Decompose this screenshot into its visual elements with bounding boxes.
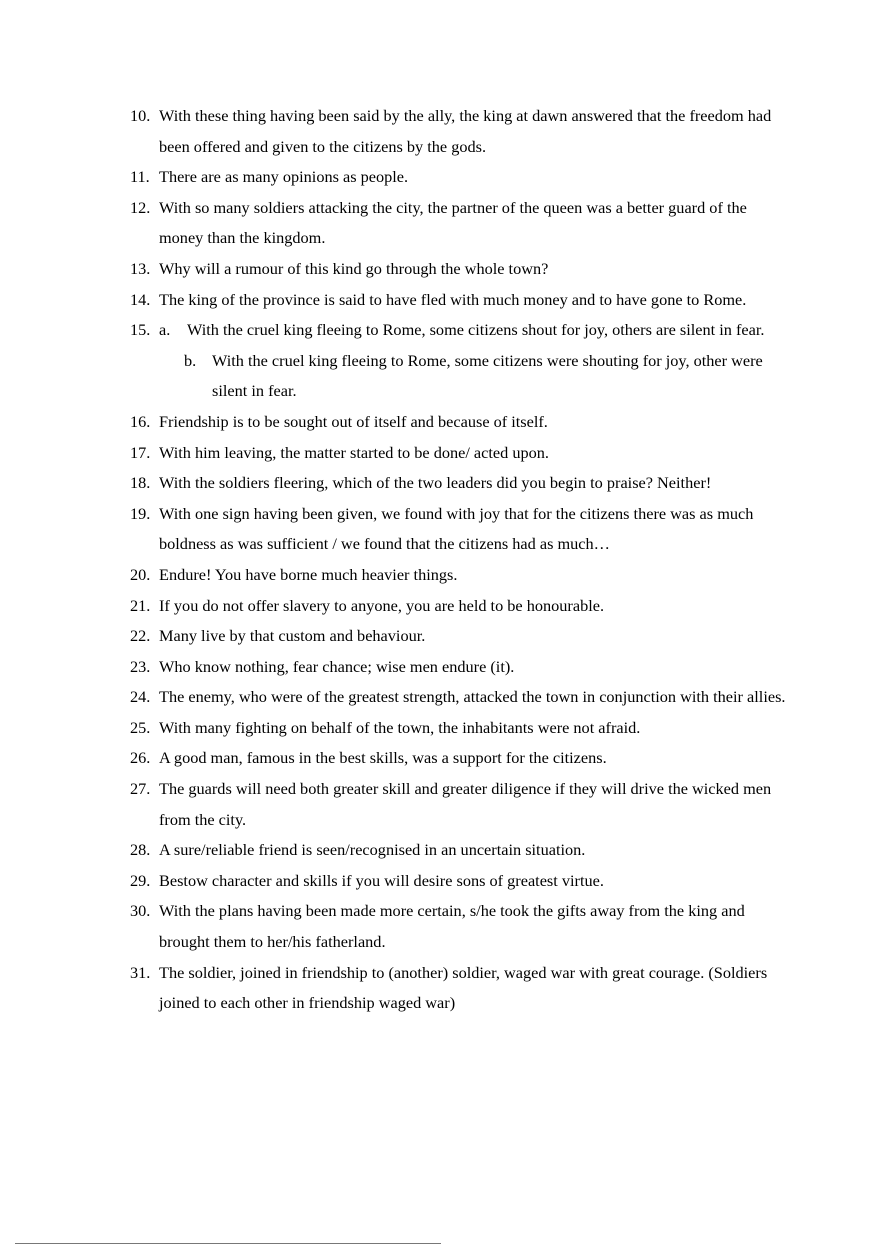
item-text: The king of the province is said to have fled with much money and to have gone to Rome.	[159, 289, 747, 309]
list-item-18	[130, 468, 790, 499]
list-item-15	[130, 315, 790, 346]
item-text: If you do not offer slavery to anyone, you are held to be honourable.	[159, 595, 605, 615]
item-number: 21.	[130, 595, 151, 615]
item-number: 26.	[130, 748, 151, 768]
item-text: The guards will need both greater skill and greater diligence if they will drive the wicked men from the city.	[159, 779, 772, 829]
item-number: 14.	[130, 289, 151, 309]
list-item-28	[130, 835, 790, 866]
item-text: With many fighting on behalf of the town, the inhabitants were not afraid.	[159, 717, 641, 737]
item-text: Endure! You have borne much heavier things.	[159, 564, 458, 584]
item-text: A good man, famous in the best skills, was a support for the citizens.	[159, 748, 607, 768]
list-item-20	[130, 560, 790, 591]
item-number: 12.	[130, 197, 151, 217]
list-item-19	[130, 499, 790, 560]
list-item-25	[130, 713, 790, 744]
list-item-15b	[130, 346, 790, 407]
sub-item-text: With the cruel king fleeing to Rome, some citizens shout for joy, others are silent in fear.	[187, 320, 765, 340]
item-number: 15.	[130, 320, 151, 340]
list-item-17	[130, 438, 790, 469]
item-text: With the plans having been made more certain, s/he took the gifts away from the king and brought them to her/his fatherland.	[159, 901, 745, 952]
sub-item-letter: a.	[159, 320, 171, 340]
item-number: 19.	[130, 503, 151, 523]
item-number: 23.	[130, 656, 151, 676]
list-item-21	[130, 591, 790, 622]
list-item-31	[130, 958, 790, 1019]
list-item-29	[130, 866, 790, 897]
item-number: 29.	[130, 870, 151, 890]
item-number: 10.	[130, 106, 151, 125]
list-item-16	[130, 407, 790, 438]
sub-item-letter: b.	[184, 350, 197, 370]
item-text: With the soldiers fleering, which of the two leaders did you begin to praise? Neither!	[159, 473, 712, 493]
item-text: The soldier, joined in friendship to (another) soldier, waged war with great courage. (Soldiers joined to each other in friendship waged war)	[159, 962, 768, 1013]
list-item-27	[130, 774, 790, 835]
item-text: With one sign having been given, we found with joy that for the citizens there was as much boldness as was sufficient / we found that the citizens had as much…	[159, 503, 754, 554]
item-text: Many live by that custom and behaviour.	[159, 626, 426, 646]
list-item-14	[130, 285, 790, 316]
item-number: 11.	[130, 167, 150, 187]
item-text: A sure/reliable friend is seen/recognised in an uncertain situation.	[159, 840, 586, 860]
item-number: 22.	[130, 626, 151, 646]
item-number: 18.	[130, 473, 151, 493]
item-number: 16.	[130, 411, 151, 431]
item-number: 28.	[130, 840, 151, 860]
item-number: 20.	[130, 564, 151, 584]
list-item-26	[130, 743, 790, 774]
item-number: 30.	[130, 901, 151, 921]
item-text: Bestow character and skills if you will desire sons of greatest virtue.	[159, 870, 604, 890]
item-text: Who know nothing, fear chance; wise men endure (it).	[159, 656, 515, 676]
item-number: 17.	[130, 442, 151, 462]
list-item-12	[130, 193, 790, 254]
item-number: 25.	[130, 717, 151, 737]
item-text: With him leaving, the matter started to be done/ acted upon.	[159, 442, 549, 462]
list-item-24	[130, 682, 790, 713]
item-text: With these thing having been said by the ally, the king at dawn answered that the freedom had been offered and given to the citizens by the gods.	[159, 106, 772, 156]
item-number: 31.	[130, 962, 151, 982]
item-number: 24.	[130, 687, 151, 707]
list-item-11	[130, 162, 790, 193]
item-text: Why will a rumour of this kind go through the whole town?	[159, 258, 549, 278]
list-item-23	[130, 652, 790, 683]
footnote-divider	[15, 1243, 441, 1244]
list-item-30	[130, 896, 790, 957]
list-item-13	[130, 254, 790, 285]
translation-list	[130, 101, 790, 1019]
item-number: 27.	[130, 779, 151, 799]
item-number: 13.	[130, 258, 151, 278]
list-item-22	[130, 621, 790, 652]
list-item-10	[130, 101, 790, 162]
item-text: With so many soldiers attacking the city, the partner of the queen was a better guard of the money than the kingdom.	[159, 197, 747, 248]
sub-item-text: With the cruel king fleeing to Rome, some citizens were shouting for joy, other were silent in fear.	[212, 350, 763, 401]
item-text: There are as many opinions as people.	[159, 167, 409, 187]
item-text: The enemy, who were of the greatest strength, attacked the town in conjunction with their allies.	[159, 687, 786, 707]
item-text-a	[159, 315, 790, 346]
item-text: Friendship is to be sought out of itself and because of itself.	[159, 411, 548, 431]
